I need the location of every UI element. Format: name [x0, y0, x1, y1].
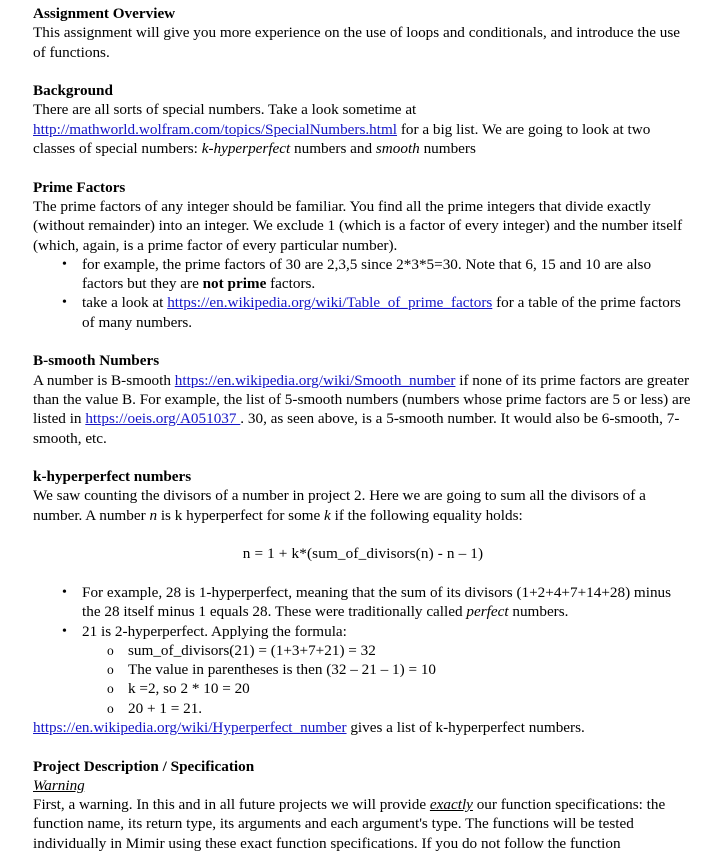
bullet-text-part-2: numbers.: [508, 603, 569, 621]
list-k-hyperperfect-examples: [33, 583, 693, 718]
sublist-item: [82, 699, 693, 718]
bullet-text-part-1: For example, 28 is 1-hyperperfect, meaning that the sum of its divisors (1+2+4+7+14+28) minus the 28 itself minus 1 equals 28. These were traditionally called: [82, 583, 672, 621]
subheading-warning: [33, 776, 693, 795]
paragraph-spacer: [33, 62, 693, 81]
bullet-text-part-1: 21 is 2-hyperperfect. Applying the formula:: [82, 622, 347, 640]
link-oeis-a051037[interactable]: https://oeis.org/A051037: [85, 410, 241, 428]
list-item: [33, 583, 693, 622]
bullet-text-part-2: for a table of the prime factors of many numbers.: [82, 294, 681, 331]
paragraph-background: [33, 100, 693, 158]
k-hyper-text-2: is k hyperperfect for some: [157, 506, 325, 524]
paragraph-k-hyperperfect-intro: [33, 486, 693, 525]
paragraph-spacer: [33, 448, 693, 467]
sublist-item: [82, 641, 693, 660]
bullet-circle-icon: o: [107, 700, 114, 716]
list-item: [33, 622, 693, 718]
link-wikipedia-table-of-prime-factors[interactable]: https://en.wikipedia.org/wiki/Table_of_prime_factors: [167, 294, 493, 312]
bullet-text-part-2: factors.: [266, 275, 316, 293]
k-hyper-text-3: if the following equality holds:: [330, 506, 523, 524]
sublist-item-label: sum_of_divisors(21) = (1+3+7+21) = 32: [128, 641, 376, 659]
paragraph-warning-body: [33, 795, 693, 853]
bullet-circle-icon: o: [107, 662, 114, 678]
paragraph-spacer: [33, 525, 693, 544]
k-hyper-italic-n: n: [149, 506, 158, 524]
paragraph-spacer: [33, 332, 693, 351]
sublist-item: [82, 679, 693, 698]
bullet-text-italic-perfect: perfect: [466, 603, 509, 621]
background-mid-text: numbers and: [290, 140, 376, 158]
heading-assignment-overview: Assignment Overview: [33, 5, 176, 22]
background-italic-smooth: smooth: [375, 140, 420, 158]
paragraph-assignment-overview: This assignment will give you more experience on the use of loops and conditionals, and introduce the use of functions.: [33, 24, 681, 61]
warning-text-2: our function specifications: the function name, its return type, its arguments and each argument's type. The functions will be tested individually in Mimir using these exact function specifications. If you do not follow the function: [33, 796, 666, 852]
list-item: [33, 255, 693, 294]
paragraph-hyperperfect-closing: [33, 718, 693, 737]
link-wikipedia-smooth-number[interactable]: https://en.wikipedia.org/wiki/Smooth_number: [174, 371, 456, 389]
bullet-disc-icon: •: [62, 295, 67, 311]
paragraph-b-smooth-numbers: [33, 371, 693, 448]
background-text-before-link: There are all sorts of special numbers. Take a look sometime at: [33, 101, 417, 119]
bullet-disc-icon: •: [62, 256, 67, 272]
sublist-formula-steps: [82, 641, 693, 718]
k-hyper-italic-k: k: [324, 506, 331, 524]
bullet-disc-icon: •: [62, 584, 67, 600]
bullet-text-part-1: take a look at: [82, 294, 168, 312]
sublist-item-label: The value in parentheses is then (32 – 21 – 1) = 10: [128, 661, 437, 679]
bullet-circle-icon: o: [107, 681, 114, 697]
heading-b-smooth-numbers: B-smooth Numbers: [33, 352, 160, 370]
background-italic-k-hyperperfect: k-hyperperfect: [201, 140, 291, 158]
bullet-circle-icon: o: [107, 642, 114, 658]
list-prime-factors: [33, 255, 693, 332]
paragraph-spacer: [33, 158, 693, 177]
b-smooth-text-2: if none of its prime factors are greater than the value B. For example, the list of 5-smooth numbers (numbers whose prime factors are 5 or less) are listed in: [33, 371, 691, 428]
k-hyper-text-1: We saw counting the divisors of a number in project 2. Here we are going to sum all the divisors of a number. A number: [33, 487, 646, 524]
list-item: [33, 293, 693, 332]
hyperperfect-closing-text: gives a list of k-hyperperfect numbers.: [346, 718, 585, 736]
sublist-item: [82, 660, 693, 679]
paragraph-spacer: [33, 737, 693, 756]
subheading-warning-label: Warning: [33, 776, 85, 794]
background-tail-text: numbers: [419, 140, 476, 158]
heading-project-description: Project Description / Specification: [33, 757, 255, 775]
equation-hyperperfect: n = 1 + k*(sum_of_divisors(n) - n – 1): [242, 545, 484, 563]
heading-prime-factors: Prime Factors: [33, 178, 126, 196]
b-smooth-text-3: . 30, as seen above, is a 5-smooth number. It would also be 6-smooth, 7-smooth, etc.: [33, 410, 680, 447]
paragraph-prime-factors: The prime factors of any integer should be familiar. You find all the prime integers that divide exactly (without remainder) into an integer. We exclude 1 (which is a factor of every integer) and the number itself (which, again, is a prime factor of every particular number).: [33, 197, 683, 254]
warning-emphasis-exactly: exactly: [429, 796, 473, 814]
bullet-text-part-1: for example, the prime factors of 30 are 2,3,5 since 2*3*5=30. Note that 6, 15 and 10 are also factors but they are: [82, 255, 652, 293]
link-wikipedia-hyperperfect-number[interactable]: https://en.wikipedia.org/wiki/Hyperperfect_number: [33, 718, 347, 736]
bullet-text-bold-not-prime: not prime: [202, 275, 267, 293]
heading-background: Background: [33, 82, 113, 100]
sublist-item-label: 20 + 1 = 21.: [128, 699, 203, 717]
sublist-item-label: k =2, so 2 * 10 = 20: [128, 680, 250, 698]
link-mathworld-specialnumbers[interactable]: http://mathworld.wolfram.com/topics/SpecialNumbers.html: [33, 120, 398, 138]
background-text-after-link: for a big list. We are going to look at two classes of special numbers:: [33, 120, 651, 158]
b-smooth-text-1: A number is B-smooth: [33, 371, 175, 389]
heading-k-hyperperfect-numbers: k-hyperperfect numbers: [33, 468, 192, 486]
paragraph-spacer: [33, 564, 693, 583]
warning-text-1: First, a warning. In this and in all future projects we will provide: [33, 796, 430, 814]
bullet-disc-icon: •: [62, 623, 67, 639]
